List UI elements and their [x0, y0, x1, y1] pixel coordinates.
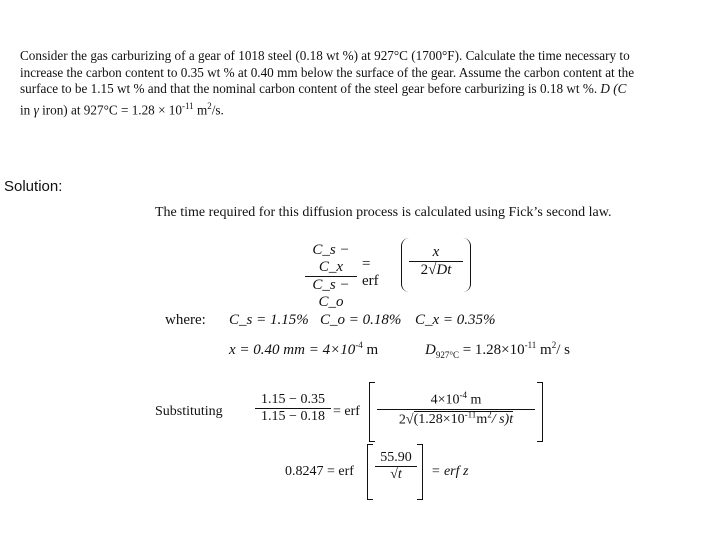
where-d-unit: m [540, 342, 552, 358]
sqrt-sign: √ [390, 467, 398, 482]
diffusivity-symbol: D [600, 81, 610, 96]
subst-den-exp: -11 [464, 409, 477, 420]
problem-unit-exp: 2 [207, 100, 212, 111]
problem-unit: m [196, 101, 208, 117]
solution-label: Solution: [4, 178, 63, 195]
fick-two: 2 [420, 262, 429, 278]
final-bracket-right [417, 444, 423, 500]
where-x-exp: -4 [355, 340, 363, 350]
fick-lhs-fraction [305, 242, 357, 311]
subst-num-exp: -4 [459, 390, 467, 400]
where-d-exp: -11 [524, 340, 537, 350]
where-cs: C_s = 1.15% [229, 312, 309, 328]
final-bracket-left [367, 444, 373, 500]
fick-erf: = erf [362, 256, 379, 289]
where-block [165, 312, 635, 362]
where-label: where: [165, 312, 206, 328]
sqrt-sign: √ [405, 412, 414, 428]
sqrt-sign: √ [428, 262, 437, 278]
subst-erf: = erf [333, 404, 360, 419]
subst-num-unit: m [470, 392, 482, 408]
where-co: C_o = 0.18% [320, 312, 402, 328]
final-numerator: 55.90 [380, 450, 412, 465]
subst-rhs-numerator [377, 390, 535, 409]
where-d-temp: 927°C [435, 350, 459, 360]
gamma-symbol: γ [33, 101, 39, 117]
subst-num-value: 4×10 [430, 392, 460, 408]
fick-paren-right [463, 238, 471, 292]
fick-denominator [409, 261, 463, 279]
fick-lhs-numerator: C_s − C_x [312, 242, 350, 275]
problem-line-4-in: in [20, 101, 31, 117]
subst-den-value: (1.28×10 [413, 412, 465, 428]
subst-rhs-denominator [377, 409, 535, 429]
fick-rhs-fraction [409, 244, 463, 279]
problem-line-3-end: (C [613, 81, 627, 96]
final-rhs: = erf z [431, 464, 469, 479]
subst-rhs-fraction [377, 390, 535, 428]
problem-line-2: increase the carbon content to 0.35 wt % at 0.40 mm below the surface of the gear. Assume the carbon content at the [20, 64, 635, 80]
problem-line-1: Consider the gas carburizing of a gear of 1018 steel (0.18 wt %) at 927°C (1700°F). Calculate the time necessary to [20, 48, 630, 63]
where-x-value: x = 0.40 mm = 4×10 [229, 342, 356, 358]
solution-intro: The time required for this diffusion process is calculated using Fick’s second law. [155, 205, 612, 220]
fick-paren-left [401, 238, 409, 292]
problem-statement [20, 48, 710, 118]
problem-line-4-text: iron) at 927°C = 1.28 × 10 [42, 101, 182, 117]
subst-den-unit-exp: 2 [487, 409, 492, 420]
fick-dt: Dt [436, 262, 452, 278]
where-d-end: / s [556, 342, 570, 358]
problem-line-3-text: surface to be 1.15 wt % and that the nominal carbon content of the steel gear before carburizing is 0.18 wt %. [20, 81, 598, 96]
final-equation [285, 444, 505, 500]
subst-bracket-left [369, 382, 375, 442]
subst-lhs-numerator: 1.15 − 0.35 [261, 392, 325, 407]
where-x [229, 340, 378, 359]
where-d-unit-exp: 2 [551, 340, 557, 350]
where-d-symbol: D [425, 342, 436, 358]
problem-line-3 [20, 81, 710, 98]
substituting-label: Substituting [155, 404, 223, 419]
where-cx: C_x = 0.35% [415, 312, 496, 328]
problem-line-4-end: /s. [211, 101, 224, 117]
final-lhs: 0.8247 = erf [285, 464, 354, 479]
fick-lhs-denominator: C_s − C_o [305, 276, 357, 311]
final-denominator [375, 466, 417, 483]
subst-den-two: 2 [398, 412, 406, 428]
subst-den-end: / s)t [491, 412, 514, 428]
subst-lhs-denominator: 1.15 − 0.18 [255, 408, 331, 425]
where-d [425, 340, 570, 360]
subst-den-radicand [414, 411, 514, 427]
subst-den-unit: m [476, 412, 488, 428]
fick-x: x [432, 244, 440, 260]
final-fraction [375, 450, 417, 483]
where-d-value: = 1.28×10 [462, 342, 525, 358]
where-x-unit: m [366, 342, 379, 358]
subst-lhs-fraction [255, 392, 331, 425]
subst-bracket-right [537, 382, 543, 442]
substitution-equation [155, 382, 555, 442]
final-t: t [397, 467, 402, 482]
problem-exp: -11 [182, 100, 194, 111]
problem-line-4 [20, 98, 710, 119]
